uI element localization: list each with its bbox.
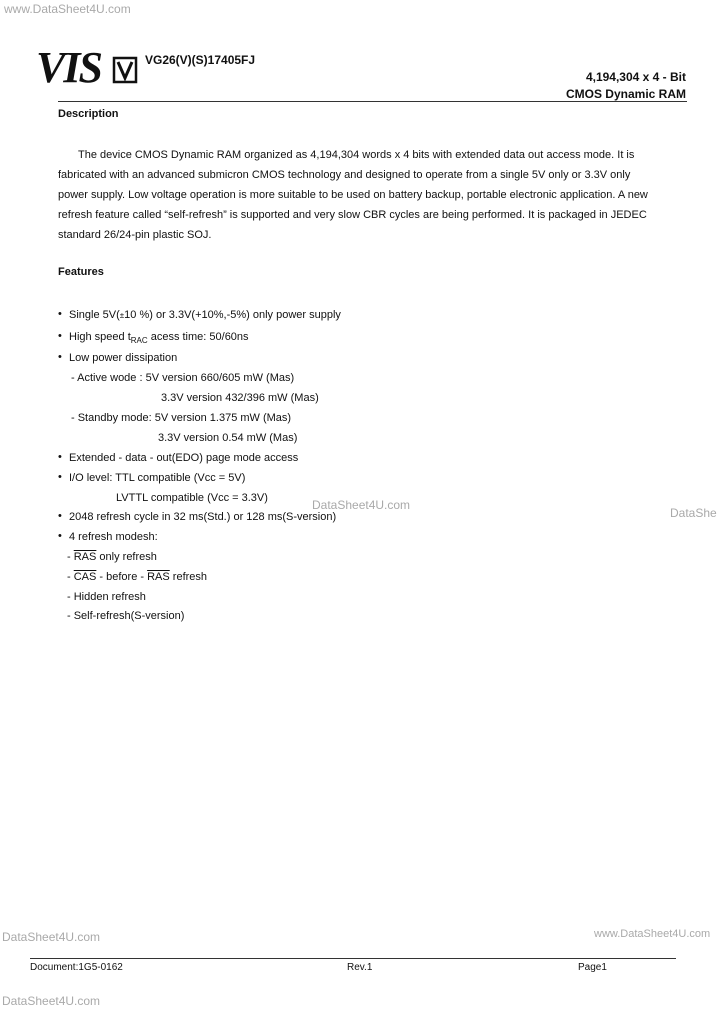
feature-speed: High speed $t_{RAC}$ acess time: 50/60ns — [69, 331, 249, 346]
description-text: The device CMOS Dynamic RAM organized as 4,194,304 words x 4 bits with extended data out access mode. It is fabricated with an advanced submicron CMOS technology and designed to operate from a single 5V only or 3.3V only power supply. Low voltage operation is more suitable to be used on battery backup, portable electronic application. A new refresh feature called “self-refresh” is supported and very slow CBR cycles are being performed. It is packaged in JEDEC standard 26/24-pin plastic SOJ. — [58, 149, 648, 241]
watermark-top: www.DataSheet4U.com — [4, 2, 131, 16]
feature-edo: Extended - data - out(EDO) page mode access — [69, 452, 299, 464]
feature-io-lvttl: LVTTL compatible (Vcc = 3.3V) — [116, 492, 268, 504]
bullet: • — [58, 308, 62, 320]
watermark-middle: DataSheet4U.com — [312, 498, 411, 512]
header-rule — [58, 101, 687, 102]
footer-page: Page1 — [578, 962, 607, 973]
refresh-mode-ras-only: - $\overline{RAS}$ only refresh — [67, 551, 157, 563]
watermark-bottom-left: DataSheet4U.com — [2, 930, 101, 944]
feature-active-3v3: 3.3V version 432/396 mW (Mas) — [161, 392, 319, 404]
footer-revision: Rev.1 — [347, 962, 373, 973]
feature-active-5v: - Active wode : 5V version 660/605 mW (Mas) — [71, 372, 295, 384]
refresh-mode-hidden: - Hidden refresh — [67, 591, 146, 603]
description-heading: Description — [58, 108, 119, 120]
features-heading: Features — [58, 266, 104, 278]
bullet: • — [58, 351, 62, 363]
footer-rule — [30, 958, 676, 959]
feature-standby-5v: - Standby mode: 5V version 1.375 mW (Mas) — [71, 412, 292, 424]
watermark-bottom-right: www.DataSheet4U.com — [594, 928, 711, 940]
watermark-very-bottom: DataSheet4U.com — [2, 994, 101, 1008]
watermark-right-edge: DataShe — [670, 506, 717, 520]
logo-text: VIS — [36, 46, 101, 86]
feature-refresh-cycle: 2048 refresh cycle in 32 ms(Std.) or 128 ms(S-version) — [69, 511, 337, 523]
feature-refresh-modes: 4 refresh modesh: — [69, 531, 158, 543]
device-type-title: CMOS Dynamic RAM — [565, 87, 686, 101]
footer-document-number: Document:1G5-0162 — [30, 962, 123, 973]
part-number: VG26(V)(S)17405FJ — [145, 53, 256, 67]
feature-low-power: Low power dissipation — [69, 352, 178, 364]
feature-standby-3v3: 3.3V version 0.54 mW (Mas) — [158, 432, 298, 444]
refresh-mode-self: - Self-refresh(S-version) — [67, 610, 185, 622]
vis-logo — [36, 46, 141, 86]
bullet: • — [58, 510, 62, 522]
refresh-mode-cbr: - $\overline{CAS}$ - before - $\overline{RAS}$ refresh — [67, 571, 208, 583]
bullet: • — [58, 330, 62, 342]
description-body — [58, 145, 658, 245]
feature-power-supply: Single 5V(±10 %) or 3.3V(+10%,-5%) only power supply — [69, 309, 341, 321]
bullet: • — [58, 471, 62, 483]
organization-title: 4,194,304 x 4 - Bit — [585, 70, 686, 84]
bullet: • — [58, 451, 62, 463]
feature-io-ttl: I/O level: TTL compatible (Vcc = 5V) — [69, 472, 246, 484]
bullet: • — [58, 530, 62, 542]
